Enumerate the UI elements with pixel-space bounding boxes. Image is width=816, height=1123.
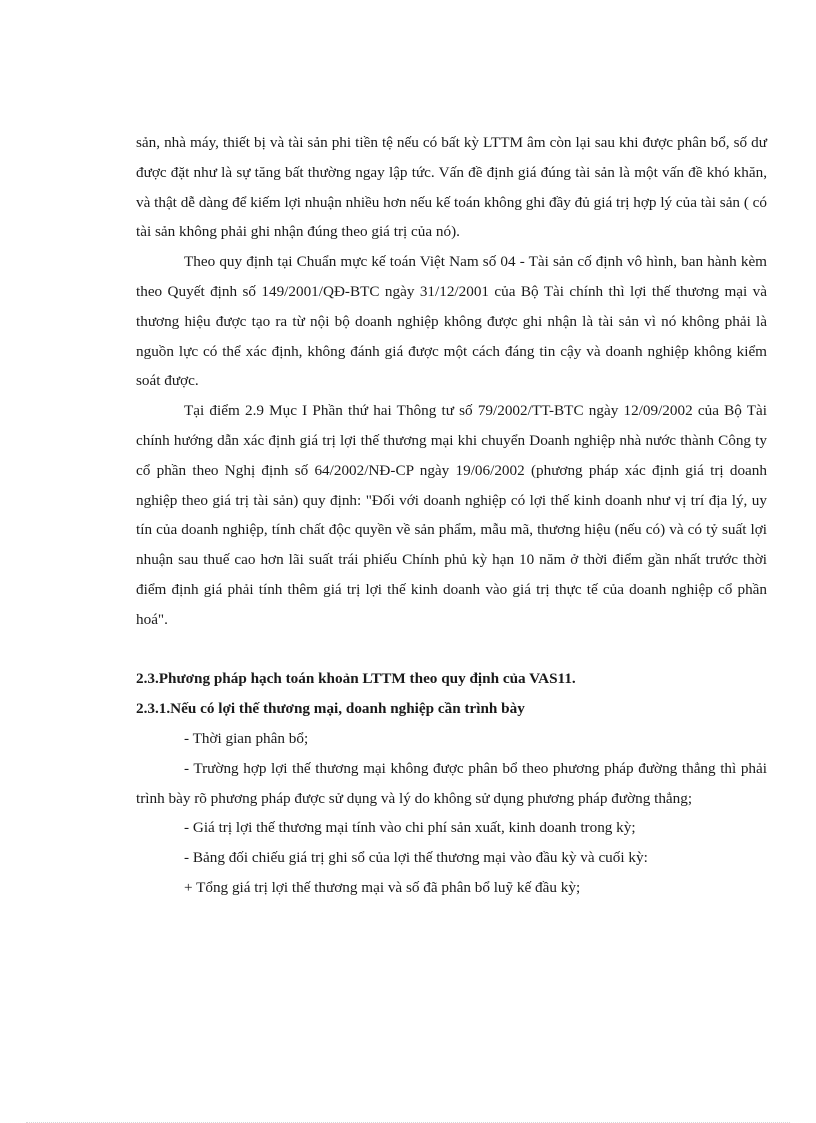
document-body	[136, 128, 767, 903]
spacer	[136, 635, 767, 665]
list-item: - Bảng đối chiếu giá trị ghi sổ của lợi thế thương mại vào đầu kỳ và cuối kỳ:	[184, 849, 648, 867]
paragraph-vas04: Theo quy định tại Chuẩn mực kế toán Việt Nam số 04 - Tài sản cố định vô hình, ban hành kèm theo Quyết định số 149/2001/QĐ-BTC ngày 31/12/2001 của Bộ Tài chính thì lợi thế thương mại và thương hiệu được tạo ra từ nội bộ doanh nghiệp không được ghi nhận là tài sản vì nó không phải là nguồn lực có thể xác định, không đánh giá được một cách đáng tin cậy và doanh nghiệp không kiểm soát được.	[136, 253, 767, 390]
list-item: + Tổng giá trị lợi thế thương mại và số đã phân bổ luỹ kế đầu kỳ;	[184, 878, 581, 896]
section-heading-2-3-1: 2.3.1.Nếu có lợi thế thương mại, doanh nghiệp cần trình bày	[136, 700, 525, 718]
list-item: - Giá trị lợi thế thương mại tính vào chi phí sản xuất, kinh doanh trong kỳ;	[184, 819, 636, 837]
section-heading-2-3: 2.3.Phương pháp hạch toán khoản LTTM theo quy định của VAS11.	[136, 670, 576, 688]
paragraph-circular-79: Tại điểm 2.9 Mục I Phần thứ hai Thông tư số 79/2002/TT-BTC ngày 12/09/2002 của Bộ Tài chính hướng dẫn xác định giá trị lợi thế thương mại khi chuyển Doanh nghiệp nhà nước thành Công ty cổ phần theo Nghị định số 64/2002/NĐ-CP ngày 19/06/2002 (phương pháp xác định giá trị doanh nghiệp theo giá trị tài sản) quy định: "Đối với doanh nghiệp có lợi thế kinh doanh như vị trí địa lý, uy tín của doanh nghiệp, tính chất độc quyền về sản phẩm, mẫu mã, thương hiệu (nếu có) và có tỷ suất lợi nhuận sau thuế cao hơn lãi suất trái phiếu Chính phủ kỳ hạn 10 năm ở thời điểm gần nhất trước thời điểm định giá phải tính thêm giá trị lợi thế kinh doanh vào giá trị thực tế của doanh nghiệp cổ phần hoá".	[136, 402, 767, 628]
list-item: - Thời gian phân bổ;	[184, 729, 309, 747]
list-item: - Trường hợp lợi thế thương mại không được phân bổ theo phương pháp đường thẳng thì phải trình bày rõ phương pháp được sử dụng và lý do không sử dụng phương pháp đường thẳng;	[136, 759, 767, 807]
paragraph-continuation: sản, nhà máy, thiết bị và tài sản phi tiền tệ nếu có bất kỳ LTTM âm còn lại sau khi được phân bổ, số dư được đặt như là sự tăng bất thường ngay lập tức. Vấn đề định giá đúng tài sản là một vấn đề khó khăn, và thật dễ dàng để kiếm lợi nhuận nhiều hơn nếu kế toán không ghi đầy đủ giá trị hợp lý của tài sản ( có tài sản không phải ghi nhận đúng theo giá trị của nó).	[136, 134, 768, 241]
